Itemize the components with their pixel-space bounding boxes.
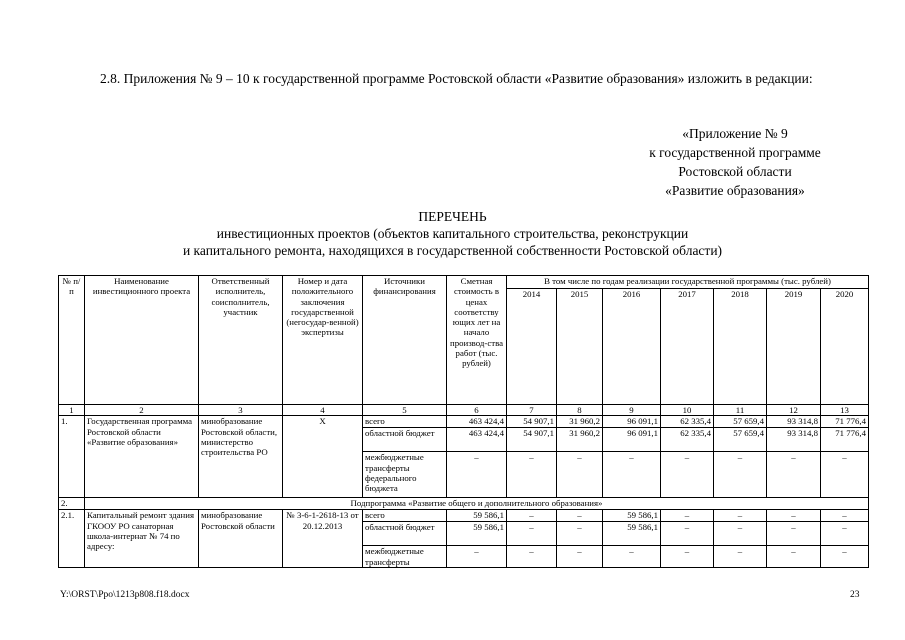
- column-number: 11: [714, 405, 767, 416]
- column-number: 2: [85, 405, 199, 416]
- year-value: 96 091,1: [603, 416, 661, 428]
- funding-source: межбюджетные трансферты федерального бюджета: [363, 452, 447, 498]
- year-value: 31 960,2: [557, 416, 603, 428]
- year-value: –: [557, 452, 603, 498]
- year-value: –: [603, 452, 661, 498]
- header-year: 2019: [767, 289, 821, 405]
- year-value: 93 314,8: [767, 428, 821, 452]
- project-executor: минобразование Ростовской области: [199, 510, 283, 568]
- column-number: 5: [363, 405, 447, 416]
- title-line: инвестиционных проектов (объектов капитального строительства, реконструкции: [216, 226, 689, 241]
- header-sources: Источники финансирования: [363, 276, 447, 405]
- year-value: 96 091,1: [603, 428, 661, 452]
- document-title: [0, 208, 905, 259]
- header-year: 2016: [603, 289, 661, 405]
- year-value: 62 335,4: [661, 428, 714, 452]
- column-number: 4: [283, 405, 363, 416]
- column-number: 9: [603, 405, 661, 416]
- year-value: 59 586,1: [603, 510, 661, 522]
- year-value: –: [557, 546, 603, 568]
- header-year: 2014: [507, 289, 557, 405]
- funding-source: областной бюджет: [363, 428, 447, 452]
- year-value: 57 659,4: [714, 416, 767, 428]
- column-number: 3: [199, 405, 283, 416]
- cost-value: –: [447, 546, 507, 568]
- year-value: –: [507, 546, 557, 568]
- funding-source: межбюджетные трансферты: [363, 546, 447, 568]
- title-line: ПЕРЕЧЕНЬ: [418, 209, 487, 224]
- header-years-group: В том числе по годам реализации государственной программы (тыс. рублей): [507, 276, 869, 289]
- header-num: № п/п: [59, 276, 85, 405]
- project-name: Государственная программа Ростовской области «Развитие образования»: [85, 416, 199, 498]
- year-value: –: [821, 510, 869, 522]
- column-number: 7: [507, 405, 557, 416]
- year-value: 57 659,4: [714, 428, 767, 452]
- year-value: 71 776,4: [821, 428, 869, 452]
- cost-value: 463 424,4: [447, 416, 507, 428]
- year-value: –: [661, 510, 714, 522]
- year-value: –: [714, 510, 767, 522]
- subprogram-title: Подпрограмма «Развитие общего и дополнительного образования»: [85, 498, 869, 510]
- year-value: 54 907,1: [507, 428, 557, 452]
- row-num: 1.: [59, 416, 85, 498]
- year-value: –: [507, 452, 557, 498]
- year-value: –: [767, 546, 821, 568]
- appendix-line: к государственной программе: [649, 145, 821, 160]
- intro-paragraph: 2.8. Приложения № 9 – 10 к государственной программе Ростовской области «Развитие образования» изложить в редакции:: [100, 71, 813, 86]
- project-executor: минобразование Ростовской области, министерство строительства РО: [199, 416, 283, 498]
- year-value: –: [714, 452, 767, 498]
- project-conclusion: Х: [283, 416, 363, 498]
- column-number: 13: [821, 405, 869, 416]
- year-value: 62 335,4: [661, 416, 714, 428]
- appendix-header: [560, 124, 905, 200]
- year-value: 71 776,4: [821, 416, 869, 428]
- year-value: –: [821, 452, 869, 498]
- header-year: 2018: [714, 289, 767, 405]
- year-value: –: [603, 546, 661, 568]
- header-executor: Ответственный исполнитель, соисполнитель, участник: [199, 276, 283, 405]
- investment-projects-table: [58, 275, 869, 568]
- funding-source: областной бюджет: [363, 522, 447, 546]
- year-value: –: [557, 510, 603, 522]
- year-value: –: [557, 522, 603, 546]
- header-year: 2017: [661, 289, 714, 405]
- year-value: 54 907,1: [507, 416, 557, 428]
- project-name: Капитальный ремонт здания ГКООУ РО санаторная школа-интернат № 74 по адресу:: [85, 510, 199, 568]
- year-value: –: [767, 522, 821, 546]
- cost-value: 463 424,4: [447, 428, 507, 452]
- header-cost: Сметная стоимость в ценах соответству ющих лет на начало производ-ства работ (тыс. рублей): [447, 276, 507, 405]
- column-number: 1: [59, 405, 85, 416]
- year-value: 93 314,8: [767, 416, 821, 428]
- year-value: –: [661, 546, 714, 568]
- year-value: –: [821, 546, 869, 568]
- cost-value: –: [447, 452, 507, 498]
- cost-value: 59 586,1: [447, 522, 507, 546]
- column-number: 10: [661, 405, 714, 416]
- funding-source: всего: [363, 416, 447, 428]
- year-value: 31 960,2: [557, 428, 603, 452]
- header-year: 2015: [557, 289, 603, 405]
- title-line: и капитального ремонта, находящихся в государственной собственности Ростовской области): [182, 243, 723, 258]
- year-value: –: [714, 546, 767, 568]
- year-value: –: [821, 522, 869, 546]
- cost-value: 59 586,1: [447, 510, 507, 522]
- year-value: 59 586,1: [603, 522, 661, 546]
- appendix-line: «Приложение № 9: [682, 126, 788, 141]
- row-num: 2.: [59, 498, 85, 510]
- year-value: –: [767, 452, 821, 498]
- column-number: 8: [557, 405, 603, 416]
- year-value: –: [507, 510, 557, 522]
- project-conclusion: № 3-6-1-2618-13 от 20.12.2013: [283, 510, 363, 568]
- year-value: –: [767, 510, 821, 522]
- appendix-line: Ростовской области: [678, 164, 792, 179]
- header-name: Наименование инвестиционного проекта: [85, 276, 199, 405]
- column-number: 12: [767, 405, 821, 416]
- page-number: 23: [850, 590, 860, 600]
- year-value: –: [714, 522, 767, 546]
- year-value: –: [507, 522, 557, 546]
- appendix-line: «Развитие образования»: [665, 183, 805, 198]
- column-number: 6: [447, 405, 507, 416]
- row-num: 2.1.: [59, 510, 85, 568]
- year-value: –: [661, 522, 714, 546]
- header-year: 2020: [821, 289, 869, 405]
- funding-source: всего: [363, 510, 447, 522]
- year-value: –: [661, 452, 714, 498]
- file-path: Y:\ORST\Ppo\1213p808.f18.docx: [60, 590, 190, 600]
- header-conclusion: Номер и дата положительного заключения государственной (негосудар-венной) экспертизы: [283, 276, 363, 405]
